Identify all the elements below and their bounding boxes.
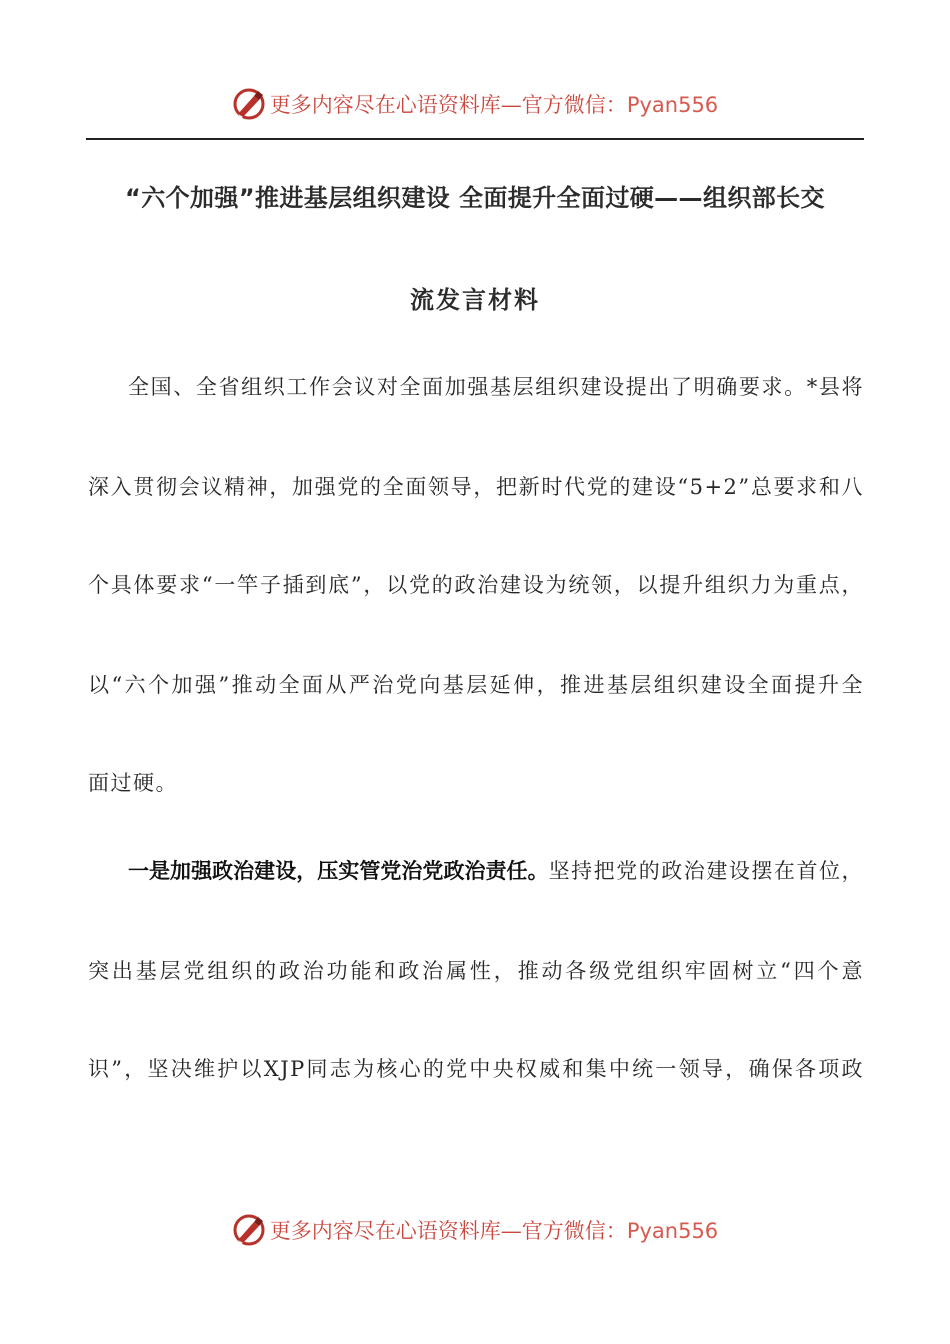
paragraph-2-lead-heading: 一是加强政治建设，压实管党治党政治责任。 <box>128 859 549 883</box>
paragraph-1-line-2: 深入贯彻会议精神，加强党的全面领导，把新时代党的建设“5+2”总要求和八 <box>88 475 864 499</box>
paragraph-1-line-4: 以“六个加强”推动全面从严治党向基层延伸，推进基层组织建设全面提升全 <box>88 673 864 697</box>
pen-nib-circle-logo-icon <box>232 1213 266 1247</box>
paragraph-1-line-3: 个具体要求“一竿子插到底”，以党的政治建设为统领，以提升组织力为重点， <box>88 573 864 597</box>
banner-text <box>270 89 718 119</box>
paragraph-1-line-5: 面过硬。 <box>88 771 178 795</box>
paragraph-1-line-1: 全国、全省组织工作会议对全面加强基层组织建设提出了明确要求。*县将 <box>128 375 864 399</box>
paragraph-2-line-2: 突出基层党组织的政治功能和政治属性，推动各级党组织牢固树立“四个意 <box>88 959 864 983</box>
banner-wechat-id: Pyan556 <box>626 93 719 117</box>
pen-nib-circle-logo-icon <box>232 87 266 121</box>
document-title-line-2: 流发言材料 <box>410 286 540 314</box>
banner-text <box>270 1215 718 1245</box>
banner-text-main: 更多内容尽在心语资料库—官方微信： <box>269 93 627 117</box>
paragraph-2-line-1 <box>88 856 864 886</box>
paragraph-2-line-1-text: 坚持把党的政治建设摆在首位， <box>548 859 865 883</box>
footer-banner <box>0 1210 950 1250</box>
banner-wechat-id: Pyan556 <box>626 1219 719 1243</box>
header-divider <box>86 138 864 140</box>
document-title-line-1: “六个加强”推进基层组织建设 全面提升全面过硬——组织部长交 <box>125 184 825 212</box>
header-banner <box>0 84 950 124</box>
paragraph-2-line-3: 识”，坚决维护以XJP同志为核心的党中央权威和集中统一领导，确保各项政 <box>88 1057 864 1081</box>
banner-text-main: 更多内容尽在心语资料库—官方微信： <box>269 1219 627 1243</box>
